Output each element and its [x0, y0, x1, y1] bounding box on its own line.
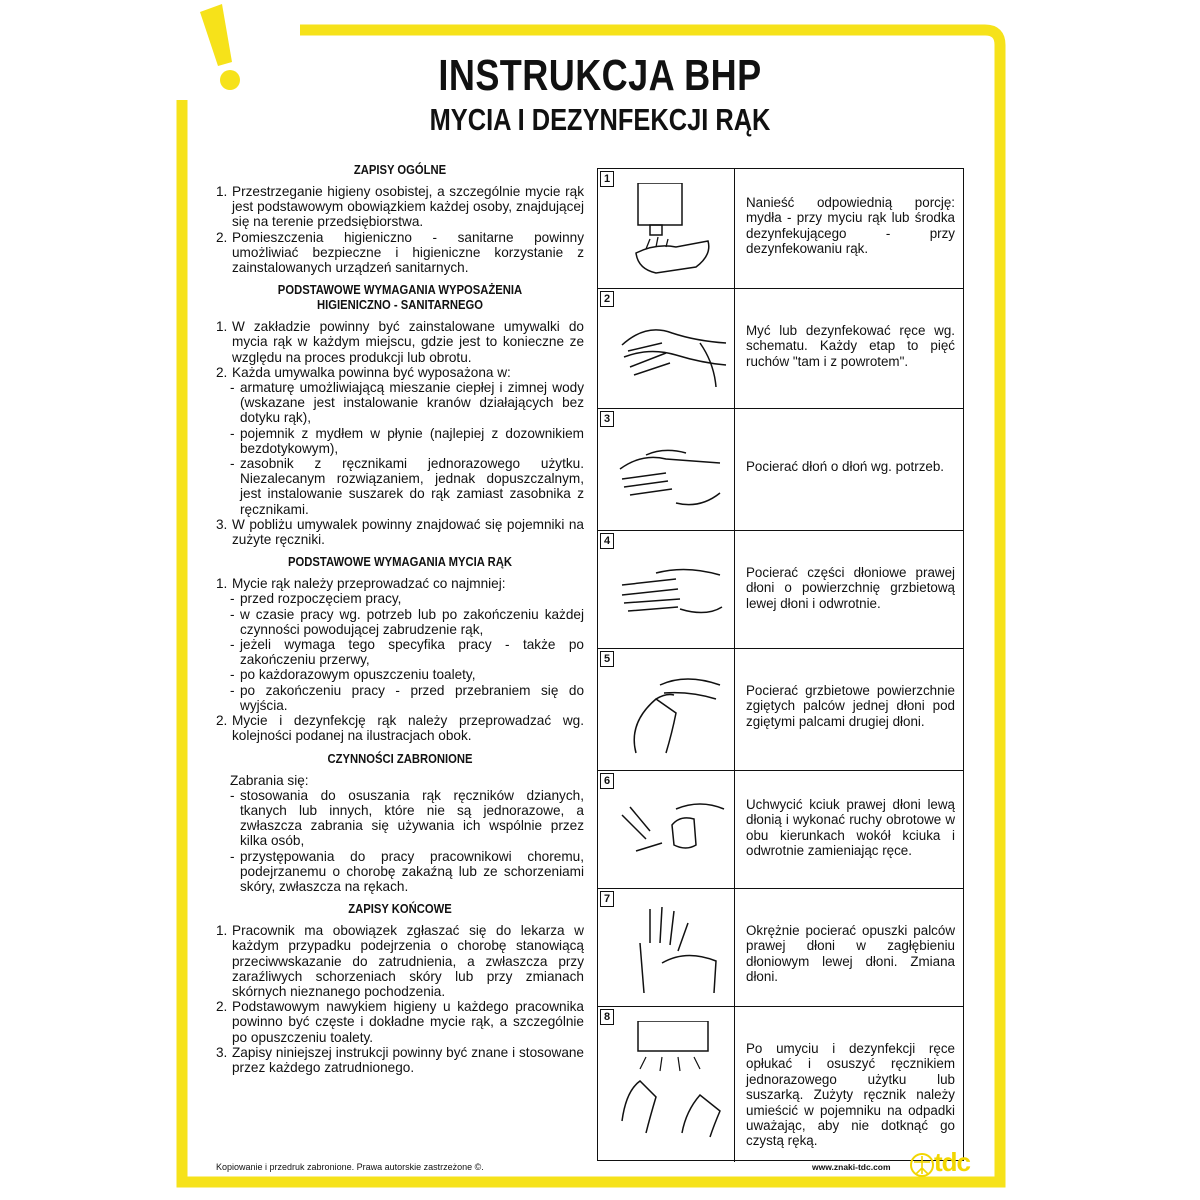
thumb-wrist-rub-icon [616, 785, 728, 877]
palm-rub-icon [616, 423, 728, 515]
step-illustration [598, 771, 735, 888]
sub-item: - przystępowania do pracy pracownikowi choremu, podejrzanemu o chorobę zakaźną lub ze schorzeniami skóry, zwłaszcza na rękach. [230, 848, 584, 894]
sub-item: - przed rozpoczęciem pracy, [230, 591, 402, 607]
sub-item: - jeżeli wymaga tego specyfika pracy - także po zakończeniu przerwy, [230, 637, 584, 668]
list-item: 1. Pracownik ma obowiązek zgłaszać się do lekarza w każdym przypadku podejrzenia o chorobę stanowiącą przeciwwskazanie do zatrudnienia, a zwłaszcza przy zaraźliwych schorzeniach skóry lub przy zmianach skórnych nieznanego pochodzenia. [216, 923, 584, 999]
step-number: 7 [600, 891, 614, 907]
step-text: Pocierać części dłoniowe prawej dłoni o powierzchnię grzbietową lewej dłoni i odwrotnie. [746, 565, 955, 611]
title-block [300, 52, 900, 138]
step-row [598, 771, 963, 889]
forbidden-intro: Zabrania się: [230, 772, 309, 788]
list-item: 3. W pobliżu umywalek powinny znajdować się pojemniki na zużyte ręczniki. [216, 516, 584, 548]
step-number: 3 [600, 411, 614, 427]
step-illustration [598, 289, 735, 408]
palm-over-back-rub-icon [616, 545, 728, 637]
sub-item: - po każdorazowym opuszczeniu toalety, [230, 667, 476, 683]
step-illustration [598, 531, 735, 648]
instructions-column [216, 163, 584, 1075]
hand-dryer-icon [616, 1021, 728, 1141]
list-item: 1. Mycie rąk należy przeprowadzać co najmniej: [216, 576, 506, 592]
step-row [598, 889, 963, 1007]
step-text: Uchwycić kciuk prawej dłoni lewą dłonią i wykonać ruchy obrotowe w obu kierunkach wokół kciuka i odwrotnie zamieniając ręce. [746, 797, 955, 859]
section-heading-general: ZAPISY OGÓLNE [353, 163, 447, 177]
sub-item: - armaturę umożliwiającą mieszanie ciepłej i zimnej wody (wskazane jest instalowanie kranów działających bez dotyku rąk), [230, 380, 584, 426]
step-text: Myć lub dezynfekować ręce wg. schematu. Każdy etap to pięć ruchów "tam i z powrotem". [746, 323, 955, 369]
step-row [598, 649, 963, 771]
step-number: 1 [600, 171, 614, 187]
sub-item: - zasobnik z ręcznikami jednorazowego użytku. Niezalecanym rozwiązaniem, jednak dopuszczalnym, jest instalowanie suszarek do rąk zamiast zasobnika z ręcznikami. [230, 456, 584, 517]
section-heading-forbidden: CZYNNOŚCI ZABRONIONE [327, 751, 473, 766]
step-row [598, 409, 963, 531]
section-heading-washing: PODSTAWOWE WYMAGANIA MYCIA RĄK [288, 555, 512, 570]
step-row [598, 1007, 963, 1162]
step-number: 8 [600, 1009, 614, 1025]
sub-item: - po zakończeniu pracy - przed przebraniem się do wyjścia. [230, 682, 584, 713]
list-item: 2. Każda umywalka powinna być wyposażona w: [216, 364, 511, 380]
page-subtitle: MYCIA I DEZYNFEKCJI RĄK [429, 102, 771, 137]
list-item: 1. Przestrzeganie higieny osobistej, a szczególnie mycie rąk jest podstawowym obowiązkiem każdej osoby, znajdującej się na terenie przedsiębiorstwa. [216, 184, 584, 230]
step-text: Okrężnie pocierać opuszki palców prawej dłoni w zagłębieniu dłoniowym lewej dłoni. Zmiana dłoni. [746, 923, 955, 985]
step-number: 6 [600, 773, 614, 789]
soap-dispenser-hand-icon [616, 183, 728, 275]
list-item: 1. W zakładzie powinny być zainstalowane umywalki do mycia rąk w każdym miejscu, gdzie jest to konieczne ze względu na proces produkcji lub obrotu. [216, 319, 584, 365]
step-illustration [598, 889, 735, 1006]
fingertips-rub-icon [616, 903, 728, 995]
step-text: Nanieść odpowiednią porcję: mydła - przy myciu rąk lub środka dezynfekującego - przy dezynfekowaniu rąk. [746, 195, 955, 257]
sub-item: - w czasie pracy wg. potrzeb lub po zakończeniu każdej czynności powodującej zabrudzenie rąk, [230, 606, 584, 637]
exclamation-mark-icon [190, 0, 270, 100]
step-number: 2 [600, 291, 614, 307]
list-item: 2. Podstawowym nawykiem higieny u każdego pracownika powinno być częste i dokładne mycie rąk, a szczególnie po opuszczeniu toalety. [216, 999, 584, 1045]
step-text: Pocierać dłoń o dłoń wg. potrzeb. [746, 459, 945, 474]
sub-item: - stosowania do osuszania rąk ręczników dzianych, tkanych lub innych, które nie są jednorazowe, a zwłaszcza zabrania się używania ich wspólnie przez kilka osób, [230, 787, 584, 849]
step-number: 4 [600, 533, 614, 549]
list-item: 3. Zapisy niniejszej instrukcji powinny być znane i stosowane przez każdego zatrudnionego. [216, 1044, 584, 1075]
step-illustration [598, 409, 735, 530]
page-title: INSTRUKCJA BHP [438, 51, 762, 100]
list-item: 2. Pomieszczenia higieniczno - sanitarne powinny umożliwiać bezpieczne i higieniczne korzystanie z zainstalowanych urządzeń sanitarnych. [216, 229, 584, 276]
step-row [598, 531, 963, 649]
step-text: Po umyciu i dezynfekcji ręce opłukać i osuszyć ręcznikiem jednorazowego użytku lub suszarką. Zużyty ręcznik należy umieścić w pojemniku na odpadki uważając, aby nie dotknąć go czystą ręką. [746, 1041, 955, 1149]
finger-backs-rub-icon [616, 663, 728, 755]
step-illustration [598, 649, 735, 770]
sub-item: - pojemnik z mydłem w płynie (najlepiej z dozownikiem bezdotykowym), [230, 425, 584, 456]
website-link[interactable]: www.znaki-tdc.com [812, 1162, 891, 1172]
step-text: Pocierać grzbietowe powierzchnie zgiętych palców jednej dłoni pod zgiętymi palcami drugiej dłoni. [746, 683, 955, 729]
section-heading-equipment: PODSTAWOWE WYMAGANIA WYPOSAŻENIA HIGIENICZNO - SANITARNEGO [277, 283, 523, 313]
palm-to-palm-rub-icon [616, 303, 728, 395]
steps-table [597, 168, 964, 1161]
step-number: 5 [600, 651, 614, 667]
copyright-note: Kopiowanie i przedruk zabronione. Prawa autorskie zastrzeżone ©. [216, 1162, 484, 1172]
brand-logo-text: tdc [934, 1147, 970, 1177]
step-row [598, 289, 963, 409]
step-row [598, 169, 963, 289]
step-illustration [598, 1007, 735, 1162]
step-illustration [598, 169, 735, 288]
list-item: 2. Mycie i dezynfekcję rąk należy przeprowadzać wg. kolejności podanej na ilustracjach obok. [216, 713, 584, 744]
section-heading-final: ZAPISY KOŃCOWE [348, 902, 452, 917]
